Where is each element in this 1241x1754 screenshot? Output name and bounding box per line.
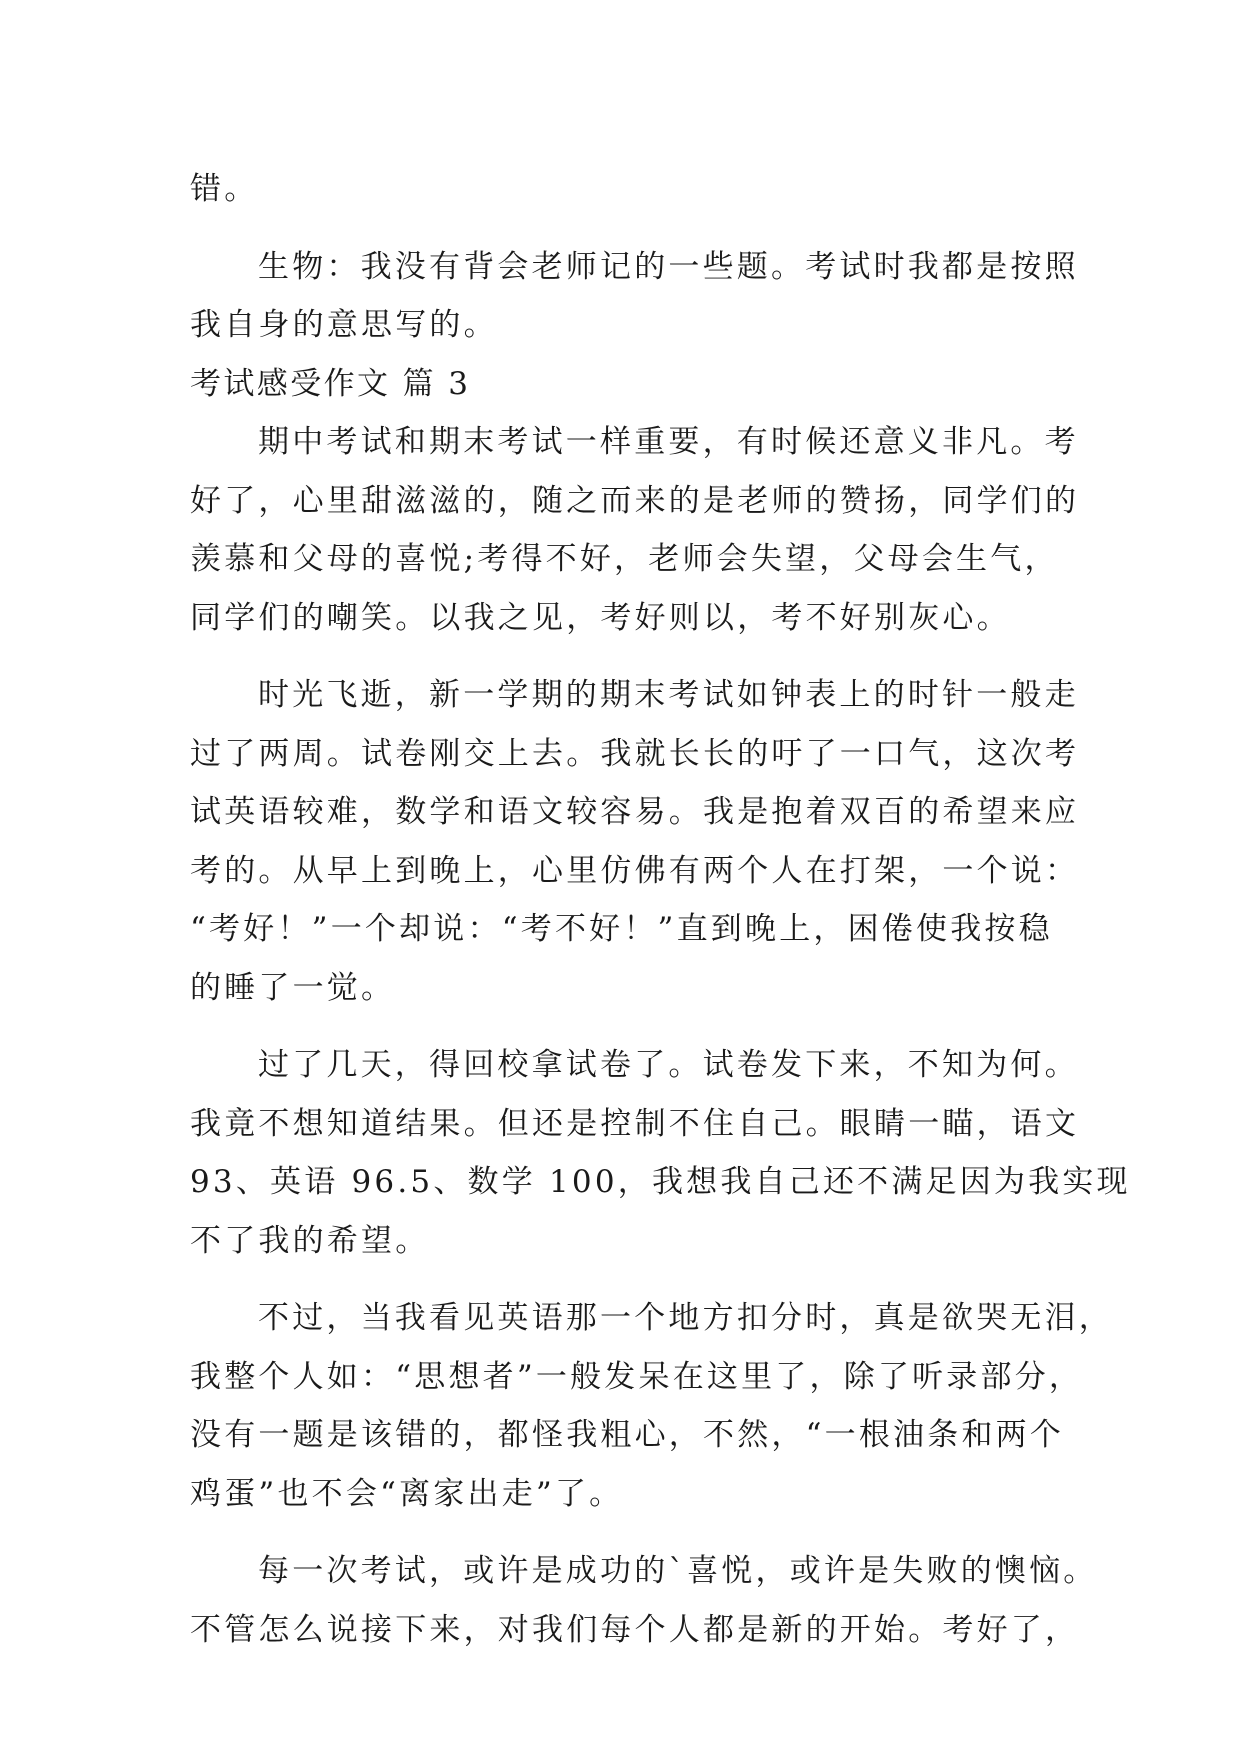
paragraph-gap — [190, 1017, 1060, 1036]
text-line: 过了两周。试卷刚交上去。我就长长的吁了一口气，这次考 — [190, 735, 1080, 772]
text-line: 没有一题是该错的，都怪我粗心，不然，“一根油条和两个 — [190, 1417, 1065, 1453]
text-line: 好了，心里甜滋滋的，随之而来的是老师的赞扬，同学们的 — [190, 482, 1080, 519]
text-line: 错。 — [190, 171, 259, 207]
paragraph-gap — [190, 1523, 1060, 1542]
text-line: 时光飞逝，新一学期的期末考试如钟表上的时针一般走 — [258, 677, 1079, 713]
text-line: 生物：我没有背会老师记的一些题。考试时我都是按照 — [258, 248, 1079, 285]
document-body — [190, 160, 1131, 1659]
text-line: 试英语较难，数学和语文较容易。我是抱着双百的希望来应 — [190, 794, 1080, 830]
text-line: 考的。从早上到晚上，心里仿佛有两个人在打架，一个说： — [190, 852, 1080, 889]
text-line: 不管怎么说接下来，对我们每个人都是新的开始。考好了， — [190, 1611, 1080, 1648]
text-line: 我自身的意思写的。 — [190, 307, 498, 343]
text-line: 我整个人如：“思想者”一般发呆在这里了，除了听录部分， — [190, 1358, 1084, 1395]
section-heading: 考试感受作文 篇 3 — [190, 365, 471, 402]
text-line: 我竟不想知道结果。但还是控制不住自己。眼睛一瞄，语文 — [190, 1105, 1080, 1142]
text-line: 羡慕和父母的喜悦;考得不好，老师会失望，父母会生气， — [190, 541, 1059, 577]
text-line: 不过，当我看见英语那一个地方扣分时，真是欲哭无泪， — [258, 1300, 1113, 1336]
paragraph-gap — [190, 647, 1060, 666]
text-line: 的睡了一觉。 — [190, 969, 396, 1006]
text-line: “考好！”一个却说：“考不好！”直到晚上，困倦使我按稳 — [190, 911, 1053, 947]
text-line: 同学们的嘲笑。以我之见，考好则以，考不好别灰心。 — [190, 599, 1011, 636]
paragraph-gap — [190, 1270, 1060, 1289]
text-line: 每一次考试，或许是成功的`喜悦，或许是失败的懊恼。 — [258, 1553, 1098, 1589]
text-line: 鸡蛋”也不会“离家出走”了。 — [190, 1475, 624, 1512]
text-line: 93、英语 96.5、数学 100，我想我自己还不满足因为我实现 — [190, 1164, 1131, 1200]
text-line: 期中考试和期末考试一样重要，有时候还意义非凡。考 — [258, 424, 1079, 460]
paragraph-gap — [190, 219, 1060, 238]
text-line: 不了我的希望。 — [190, 1222, 430, 1259]
text-line: 过了几天，得回校拿试卷了。试卷发下来，不知为何。 — [258, 1047, 1079, 1083]
